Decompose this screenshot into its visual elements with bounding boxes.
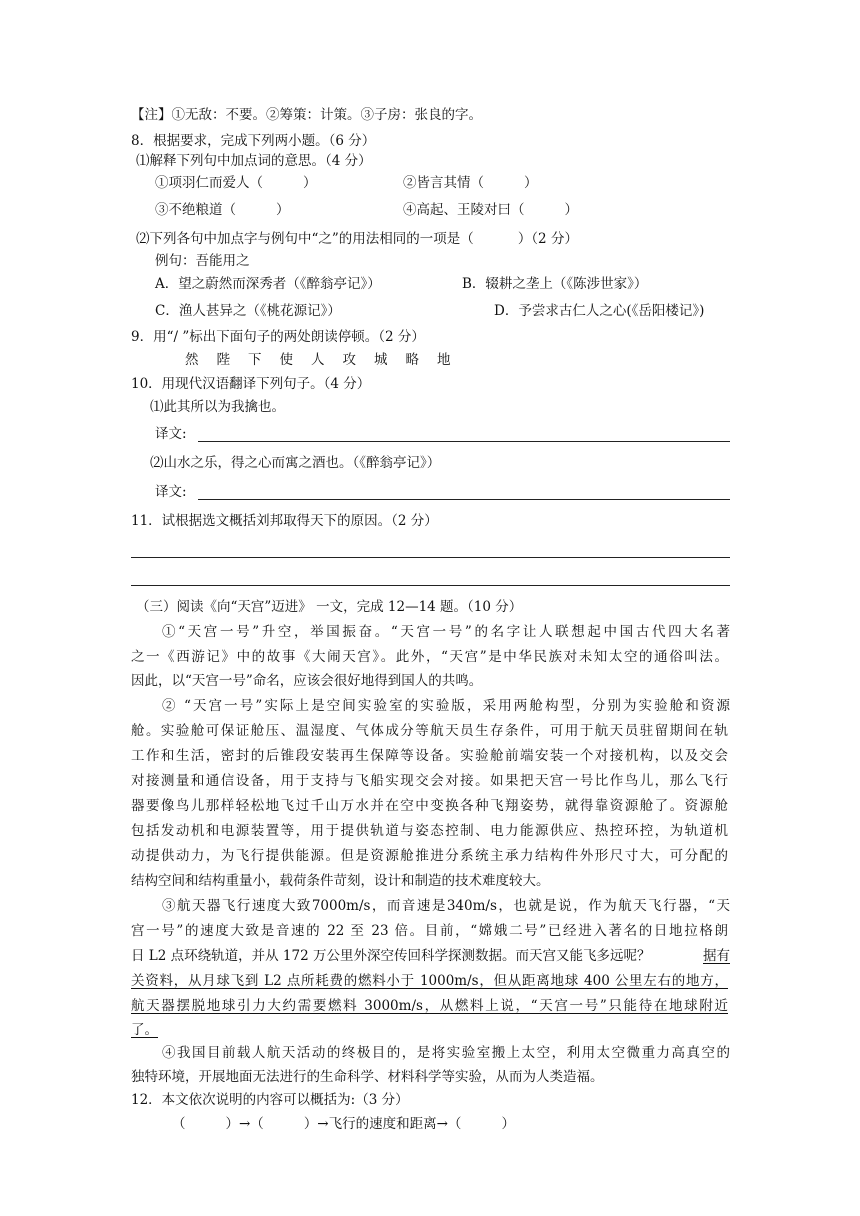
item-2-text: ②皆言其情（ bbox=[403, 175, 484, 191]
passage-line: 动提供动力，为飞行提供能源。但是资源舱推进分系统主承力结构件外形尺寸大，可分配的 bbox=[131, 848, 728, 864]
sentence-char: 然 bbox=[185, 352, 199, 368]
answer-line-3[interactable] bbox=[131, 557, 730, 558]
passage-line: ①“天宫一号”升空，举国振奋。“天宫一号”的名字让人联想起中国古代四大名著 bbox=[162, 624, 730, 640]
translation-label-2: 译文: bbox=[155, 484, 187, 500]
answer-line-1[interactable] bbox=[198, 441, 730, 442]
blank-separator: ）→（ bbox=[225, 1116, 264, 1132]
passage-line bbox=[131, 950, 730, 964]
question-8-part-1: ⑴解释下列句中加点词的意思。（4 分） bbox=[136, 153, 372, 169]
option-d: D．予尝求古仁人之心(《岳阳楼记》) bbox=[494, 303, 705, 319]
section-3-heading: （三）阅读《向“天宫”迈进》 一文，完成 12—14 题。（10 分） bbox=[136, 599, 523, 615]
item-4-text: ④高起、王陵对曰（ bbox=[403, 202, 525, 218]
item-1-text: ①项羽仁而爱人（ bbox=[155, 175, 263, 191]
passage-line: 结构空间和结构重量小，载荷条件苛刻，设计和制造的技术难度较大。 bbox=[131, 873, 550, 889]
question-12-heading: 12．本文依次说明的内容可以概括为:（3 分） bbox=[131, 1092, 409, 1108]
question-10-heading: 10．用现代汉语翻译下列句子。（4 分） bbox=[131, 376, 371, 392]
passage-line: 工作和生活，密封的后锥段安装再生保障等设备。实验舱前端安装一个对接机构，以及交会 bbox=[131, 748, 728, 764]
part-2-text: ⑵下列各句中加点字与例句中“之”的用法相同的一项是（ bbox=[136, 231, 474, 247]
sentence-char: 陛 bbox=[216, 352, 230, 368]
answer-line-2[interactable] bbox=[198, 499, 730, 500]
question-9-sentence bbox=[185, 354, 451, 368]
passage-line: 因此，以“天宫一号”命名，应该会很好地得到国人的共鸣。 bbox=[131, 673, 483, 689]
sentence-char: 使 bbox=[279, 352, 293, 368]
option-a: A．望之蔚然而深秀者（《醉翁亭记》） bbox=[155, 276, 381, 292]
question-8-item-2 bbox=[403, 177, 538, 191]
question-8-example: 例句：吾能用之 bbox=[155, 253, 250, 269]
blank-middle: ）→飞行的速度和距离→（ bbox=[303, 1116, 462, 1132]
sentence-char: 下 bbox=[248, 352, 262, 368]
item-3-text: ③不绝粮道（ bbox=[155, 202, 236, 218]
question-9-heading: 9．用“/ ”标出下面句子的两处朗读停顿。（2 分） bbox=[131, 329, 425, 345]
underlined-text: 据有 bbox=[703, 948, 730, 964]
question-8-item-1 bbox=[155, 177, 317, 191]
blank-open: （ bbox=[172, 1116, 186, 1132]
item-3-close: ） bbox=[276, 202, 290, 218]
sentence-char: 攻 bbox=[342, 352, 356, 368]
item-2-close: ） bbox=[524, 175, 538, 191]
sentence-char: 略 bbox=[405, 352, 419, 368]
passage-line: ④我国目前载人航天活动的终极目的，是将实验室搬上太空，利用太空微重力高真空的 bbox=[162, 1045, 730, 1061]
sentence-char: 城 bbox=[374, 352, 388, 368]
passage-line: 对接测量和通信设备，用于支持与飞船实现交会对接。如果把天宫一号比作鸟儿，那么飞行 bbox=[131, 773, 728, 789]
question-10-sentence-1: ⑴此其所以为我擒也。 bbox=[150, 399, 285, 415]
question-10-sentence-2: ⑵山水之乐，得之心而寓之酒也。（《醉翁亭记》） bbox=[150, 455, 441, 471]
passage-line: 器要像鸟儿那样轻松地飞过千山万水并在空中变换各种飞翔姿势，就得靠资源舱了。资源舱 bbox=[131, 798, 728, 814]
underlined-passage-line: 了。 bbox=[131, 1022, 158, 1038]
option-c: C．渔人甚异之（《桃花源记》） bbox=[155, 303, 341, 319]
sentence-char: 人 bbox=[311, 352, 325, 368]
sentence-char: 地 bbox=[437, 352, 451, 368]
question-11-heading: 11．试根据选文概括刘邦取得天下的原因。（2 分） bbox=[131, 513, 438, 529]
question-8-item-4 bbox=[403, 204, 578, 218]
underlined-passage-line: 关资料，从月球飞到 L2 点所耗费的燃料小于 1000m/s，但从距离地球 400 公里左右的地方， bbox=[131, 973, 728, 989]
option-b: B．辍耕之垄上（《陈涉世家》） bbox=[462, 276, 648, 292]
item-1-close: ） bbox=[303, 175, 317, 191]
passage-line: 包括发动机和电源装置等，用于提供轨道与姿态控制、电力能源供应、热控环控，为轨道机 bbox=[131, 823, 728, 839]
blank-close: ） bbox=[501, 1116, 515, 1132]
passage-line: 之一《西游记》中的故事《大闹天宫》。此外，“天宫”是中华民族对未知太空的通俗叫法。 bbox=[131, 649, 728, 665]
underlined-passage-line: 航天器摆脱地球引力大约需要燃料 3000m/s，从燃料上说，“天宫一号”只能待在地球附近 bbox=[131, 998, 728, 1014]
item-4-close: ） bbox=[564, 202, 578, 218]
passage-line: ② “天宫一号”实际上是空间实验室的实验版，采用两舱构型，分别为实验舱和资源 bbox=[162, 698, 730, 714]
passage-line: 舱。实验舱可保证舱压、温湿度、气体成分等航天员生存条件，可用于航天员驻留期间在轨 bbox=[131, 723, 728, 739]
question-8-item-3 bbox=[155, 204, 290, 218]
question-12-blanks[interactable] bbox=[172, 1118, 515, 1132]
translation-label-1: 译文: bbox=[155, 426, 187, 442]
passage-line: ③航天器飞行速度大致7000m/s，而音速是340m/s，也就是说，作为航天飞行器，“天 bbox=[162, 898, 730, 914]
answer-line-4[interactable] bbox=[131, 585, 730, 586]
passage-line: 独特环境，开展地面无法进行的生命科学、材料科学等实验，从而为人类造福。 bbox=[131, 1069, 604, 1085]
question-8-heading: 8．根据要求，完成下列两小题。（6 分） bbox=[131, 133, 376, 149]
part-2-score: ）（2 分） bbox=[517, 231, 578, 247]
question-8-part-2 bbox=[136, 233, 578, 247]
passage-line-start: 日 L2 点环绕轨道，并从 172 万公里外深空传回科学探测数据。而天宫又能飞多远呢？ bbox=[131, 948, 651, 964]
passage-line: 宫一号”的速度大致是音速的 22 至 23 倍。目前，“嫦娥二号”已经进入著名的日地拉格朗 bbox=[131, 923, 728, 939]
annotation-note: 【注】①无敌：不要。②筹策：计策。③子房：张良的字。 bbox=[131, 107, 482, 123]
